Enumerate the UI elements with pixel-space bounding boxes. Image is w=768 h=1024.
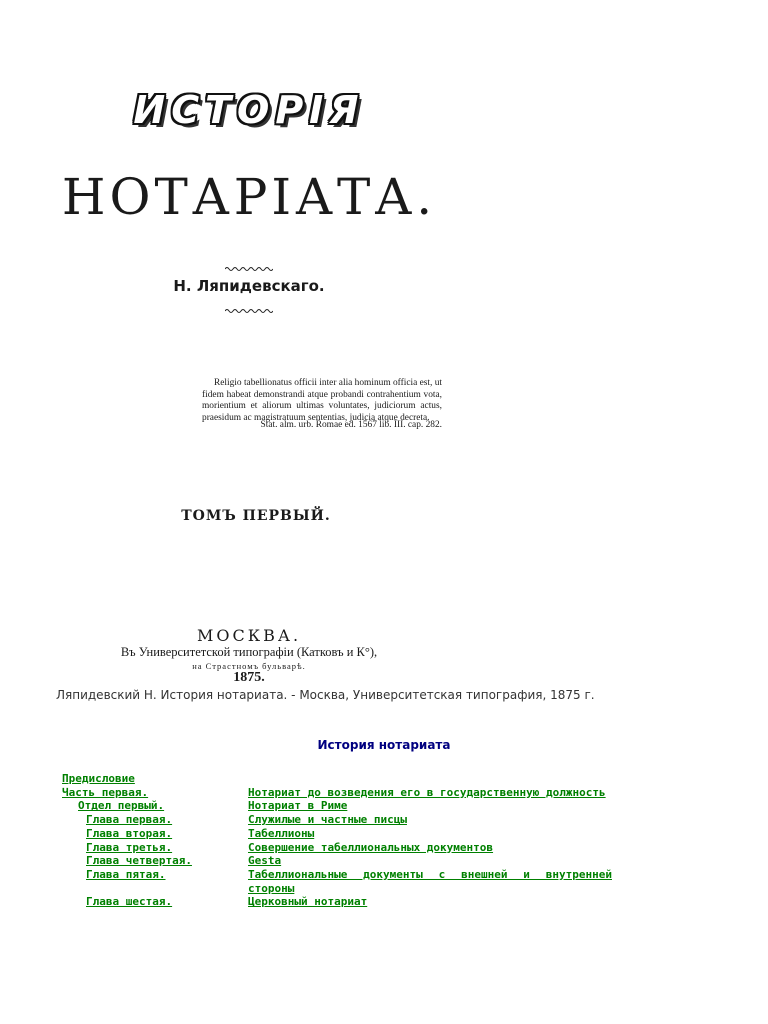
toc-row-chapter — [62, 813, 612, 827]
toc-row-chapter — [62, 895, 612, 909]
toc-row-chapter — [62, 868, 612, 895]
scan-author: Н. Ляпидевскаго. — [173, 277, 325, 295]
toc-row-preface — [62, 772, 612, 786]
toc-link-chapter-label[interactable]: Глава первая. — [86, 813, 173, 827]
toc-link-preface[interactable]: Предисловие — [62, 772, 135, 785]
toc-link-chapter-title[interactable]: Gesta — [248, 854, 282, 868]
scan-printer: Въ Университетской типографіи (Катковъ и К°), — [120, 645, 378, 659]
scan-year: 1875. — [233, 670, 265, 685]
scan-title-line2: НОТАРІАТА. — [61, 168, 437, 226]
scan-title-line1: ИСТОРІЯ — [133, 88, 365, 132]
toc-link-chapter-label[interactable]: Глава пятая. — [86, 867, 166, 881]
table-of-contents — [62, 772, 612, 909]
toc-link-section1-label[interactable]: Отдел первый. — [78, 799, 165, 813]
scan-city: МОСКВА. — [196, 626, 302, 645]
decorative-rule-top — [56, 266, 442, 272]
scan-epigraph: Religio tabellionatus officii inter alia hominum officia est, ut fidem habeat demonstrandi atque probandi contrahentium vota, morientium et aliorum ultimas voluntates, judiciorum actus, praesidum ac magistratuum sententias, judicia atque decreta. — [202, 378, 442, 423]
toc-heading: История нотариата — [317, 738, 451, 752]
toc-row-chapter — [62, 854, 612, 868]
toc-link-chapter-label[interactable]: Глава шестая. — [86, 895, 173, 909]
toc-link-chapter-title[interactable]: Совершение табеллиональных документов — [248, 840, 494, 854]
scan-volume: ТОМЪ ПЕРВЫЙ. — [181, 508, 331, 524]
title-page-scan — [56, 84, 442, 688]
toc-row-chapter — [62, 827, 612, 841]
toc-link-chapter-title[interactable]: Табеллионы — [248, 826, 315, 840]
scan-epigraph-source: Stat. alm. urb. Romae ed. 1567 lib. III. cap. 282. — [260, 420, 442, 430]
toc-row-section1 — [62, 799, 612, 813]
toc-link-part1-label[interactable]: Часть первая. — [62, 785, 149, 799]
toc-link-chapter-label[interactable]: Глава третья. — [86, 840, 173, 854]
toc-link-chapter-label[interactable]: Глава четвертая. — [86, 854, 192, 868]
toc-link-chapter-title[interactable]: Церковный нотариат — [248, 895, 368, 909]
toc-link-chapter-title[interactable]: Табеллиональные документы с внешней и внутренней стороны — [248, 867, 612, 895]
toc-link-part1-title[interactable]: Нотариат до возведения его в государственную должность — [248, 785, 606, 799]
toc-row-chapter — [62, 841, 612, 855]
toc-link-chapter-title[interactable]: Служилые и частные писцы — [248, 813, 407, 827]
toc-link-section1-title[interactable]: Нотариат в Риме — [248, 799, 348, 813]
toc-link-chapter-label[interactable]: Глава вторая. — [86, 826, 173, 840]
image-caption: Ляпидевский Н. История нотариата. - Москва, Университетская типография, 1875 г. — [56, 688, 595, 702]
toc-row-part1 — [62, 786, 612, 800]
scan-address: на Страстномъ бульварѣ. — [192, 661, 306, 671]
decorative-rule-bottom — [56, 308, 442, 314]
